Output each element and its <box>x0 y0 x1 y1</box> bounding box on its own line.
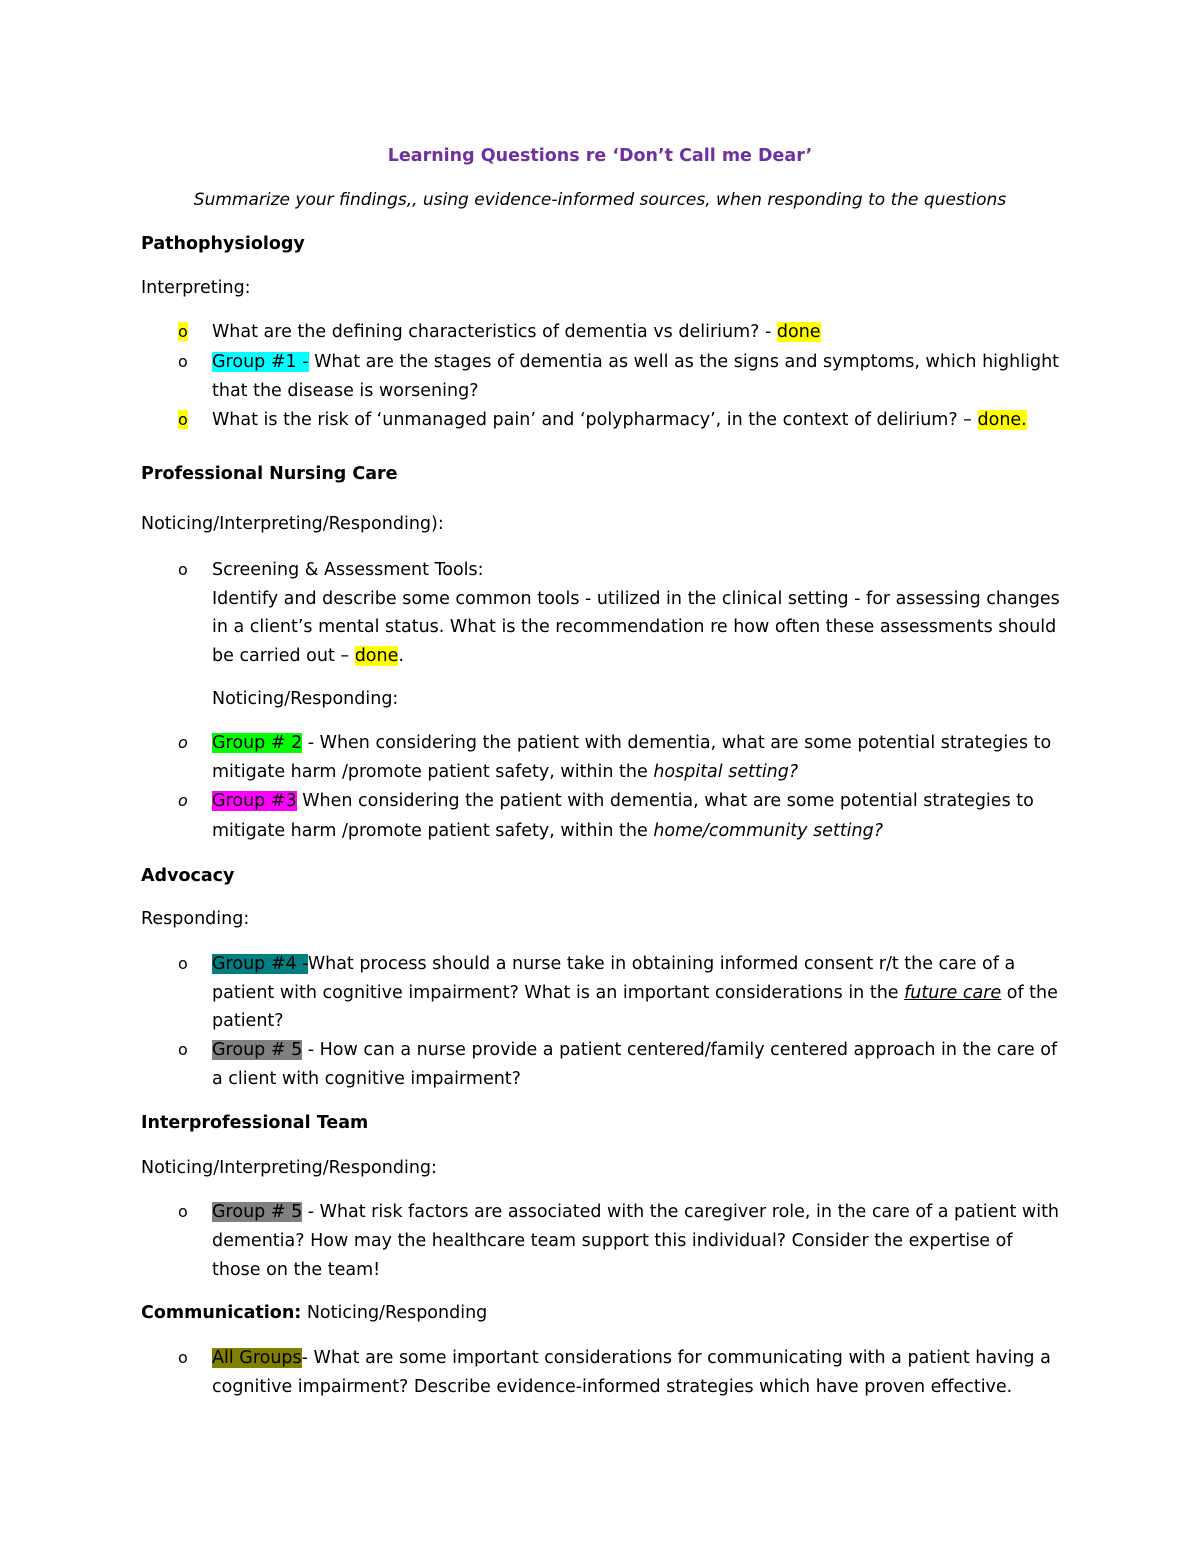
bullet-marker: o <box>178 410 188 429</box>
question-all-groups-line2: cognitive impairment? Describe evidence-informed strategies which have proven effective. <box>212 1377 1013 1397</box>
done-highlight: done. <box>977 410 1027 430</box>
page-subtitle: Summarize your findings,, using evidence-informed sources, when responding to the questions <box>193 190 1007 210</box>
bullet-marker: o <box>178 352 188 371</box>
group-3-highlight: Group #3 <box>212 791 297 811</box>
question-dementia-vs-delirium: What are the defining characteristics of dementia vs delirium? - done <box>212 322 821 342</box>
section-heading-advocacy: Advocacy <box>141 866 235 886</box>
bullet-marker: o <box>178 322 188 341</box>
tools-title: Screening & Assessment Tools: <box>212 560 484 580</box>
question-group2-line1: Group # 2 - When considering the patient with dementia, what are some potential strategies to <box>212 733 1052 753</box>
question-group1-line1: Group #1 - What are the stages of dementia as well as the signs and symptoms, which highlight <box>212 352 1060 372</box>
section-heading-pathophysiology: Pathophysiology <box>141 234 305 254</box>
bullet-marker: o <box>178 560 188 579</box>
tools-line3: be carried out – done. <box>212 646 404 666</box>
done-highlight: done <box>776 322 821 342</box>
question-group5-team-line1: Group # 5 - What risk factors are associated with the caregiver role, in the care of a patient with <box>212 1202 1060 1222</box>
question-group4-line1: Group #4 -What process should a nurse take in obtaining informed consent r/t the care of a <box>212 954 1016 974</box>
group-5-highlight: Group # 5 <box>212 1040 303 1060</box>
section-label-team: Noticing/Interpreting/Responding: <box>141 1158 437 1178</box>
group-5-highlight: Group # 5 <box>212 1202 303 1222</box>
section-label-responding: Responding: <box>141 909 250 929</box>
bullet-marker: o <box>178 733 188 752</box>
tools-line2: in a client’s mental status. What is the recommendation re how often these assessments should <box>212 617 1057 637</box>
question-group4-line2: patient with cognitive impairment? What is an important considerations in the future care of the <box>212 983 1058 1003</box>
section-heading-communication: Communication: Noticing/Responding <box>141 1303 488 1323</box>
section-heading-team: Interprofessional Team <box>141 1113 369 1133</box>
group-1-highlight: Group #1 - <box>212 352 309 372</box>
question-pain-polypharmacy: What is the risk of ‘unmanaged pain’ and ‘polypharmacy’, in the context of delirium? – done. <box>212 410 1027 430</box>
tools-line1: Identify and describe some common tools - utilized in the clinical setting - for assessing changes <box>212 589 1060 609</box>
question-group5-advocacy-line1: Group # 5 - How can a nurse provide a patient centered/family centered approach in the care of <box>212 1040 1058 1060</box>
section-label-interpreting: Interpreting: <box>141 278 251 298</box>
bullet-marker: o <box>178 791 188 810</box>
all-groups-highlight: All Groups <box>212 1348 302 1368</box>
bullet-marker: o <box>178 1202 188 1221</box>
bullet-marker: o <box>178 1040 188 1059</box>
question-all-groups-line1: All Groups- What are some important considerations for communicating with a patient having a <box>212 1348 1051 1368</box>
sublabel-noticing-responding: Noticing/Responding: <box>212 689 399 709</box>
section-heading-nursing-care: Professional Nursing Care <box>141 464 398 484</box>
group-2-highlight: Group # 2 <box>212 733 303 753</box>
question-group5-advocacy-line2: a client with cognitive impairment? <box>212 1069 521 1089</box>
bullet-marker: o <box>178 954 188 973</box>
section-label-noticing: Noticing/Interpreting/Responding): <box>141 514 444 534</box>
bullet-marker: o <box>178 1348 188 1367</box>
page-title: Learning Questions re ‘Don’t Call me Dear’ <box>387 146 813 166</box>
question-group1-line2: that the disease is worsening? <box>212 381 479 401</box>
question-group2-line2: mitigate harm /promote patient safety, within the hospital setting? <box>212 762 799 782</box>
question-group5-team-line3: those on the team! <box>212 1260 381 1280</box>
done-highlight: done <box>354 646 399 666</box>
question-group4-line3: patient? <box>212 1011 284 1031</box>
question-group3-line2: mitigate harm /promote patient safety, within the home/community setting? <box>212 821 884 841</box>
question-group5-team-line2: dementia? How may the healthcare team support this individual? Consider the expertise of <box>212 1231 1013 1251</box>
question-group3-line1: Group #3 When considering the patient with dementia, what are some potential strategies to <box>212 791 1034 811</box>
group-4-highlight: Group #4 - <box>212 954 308 974</box>
